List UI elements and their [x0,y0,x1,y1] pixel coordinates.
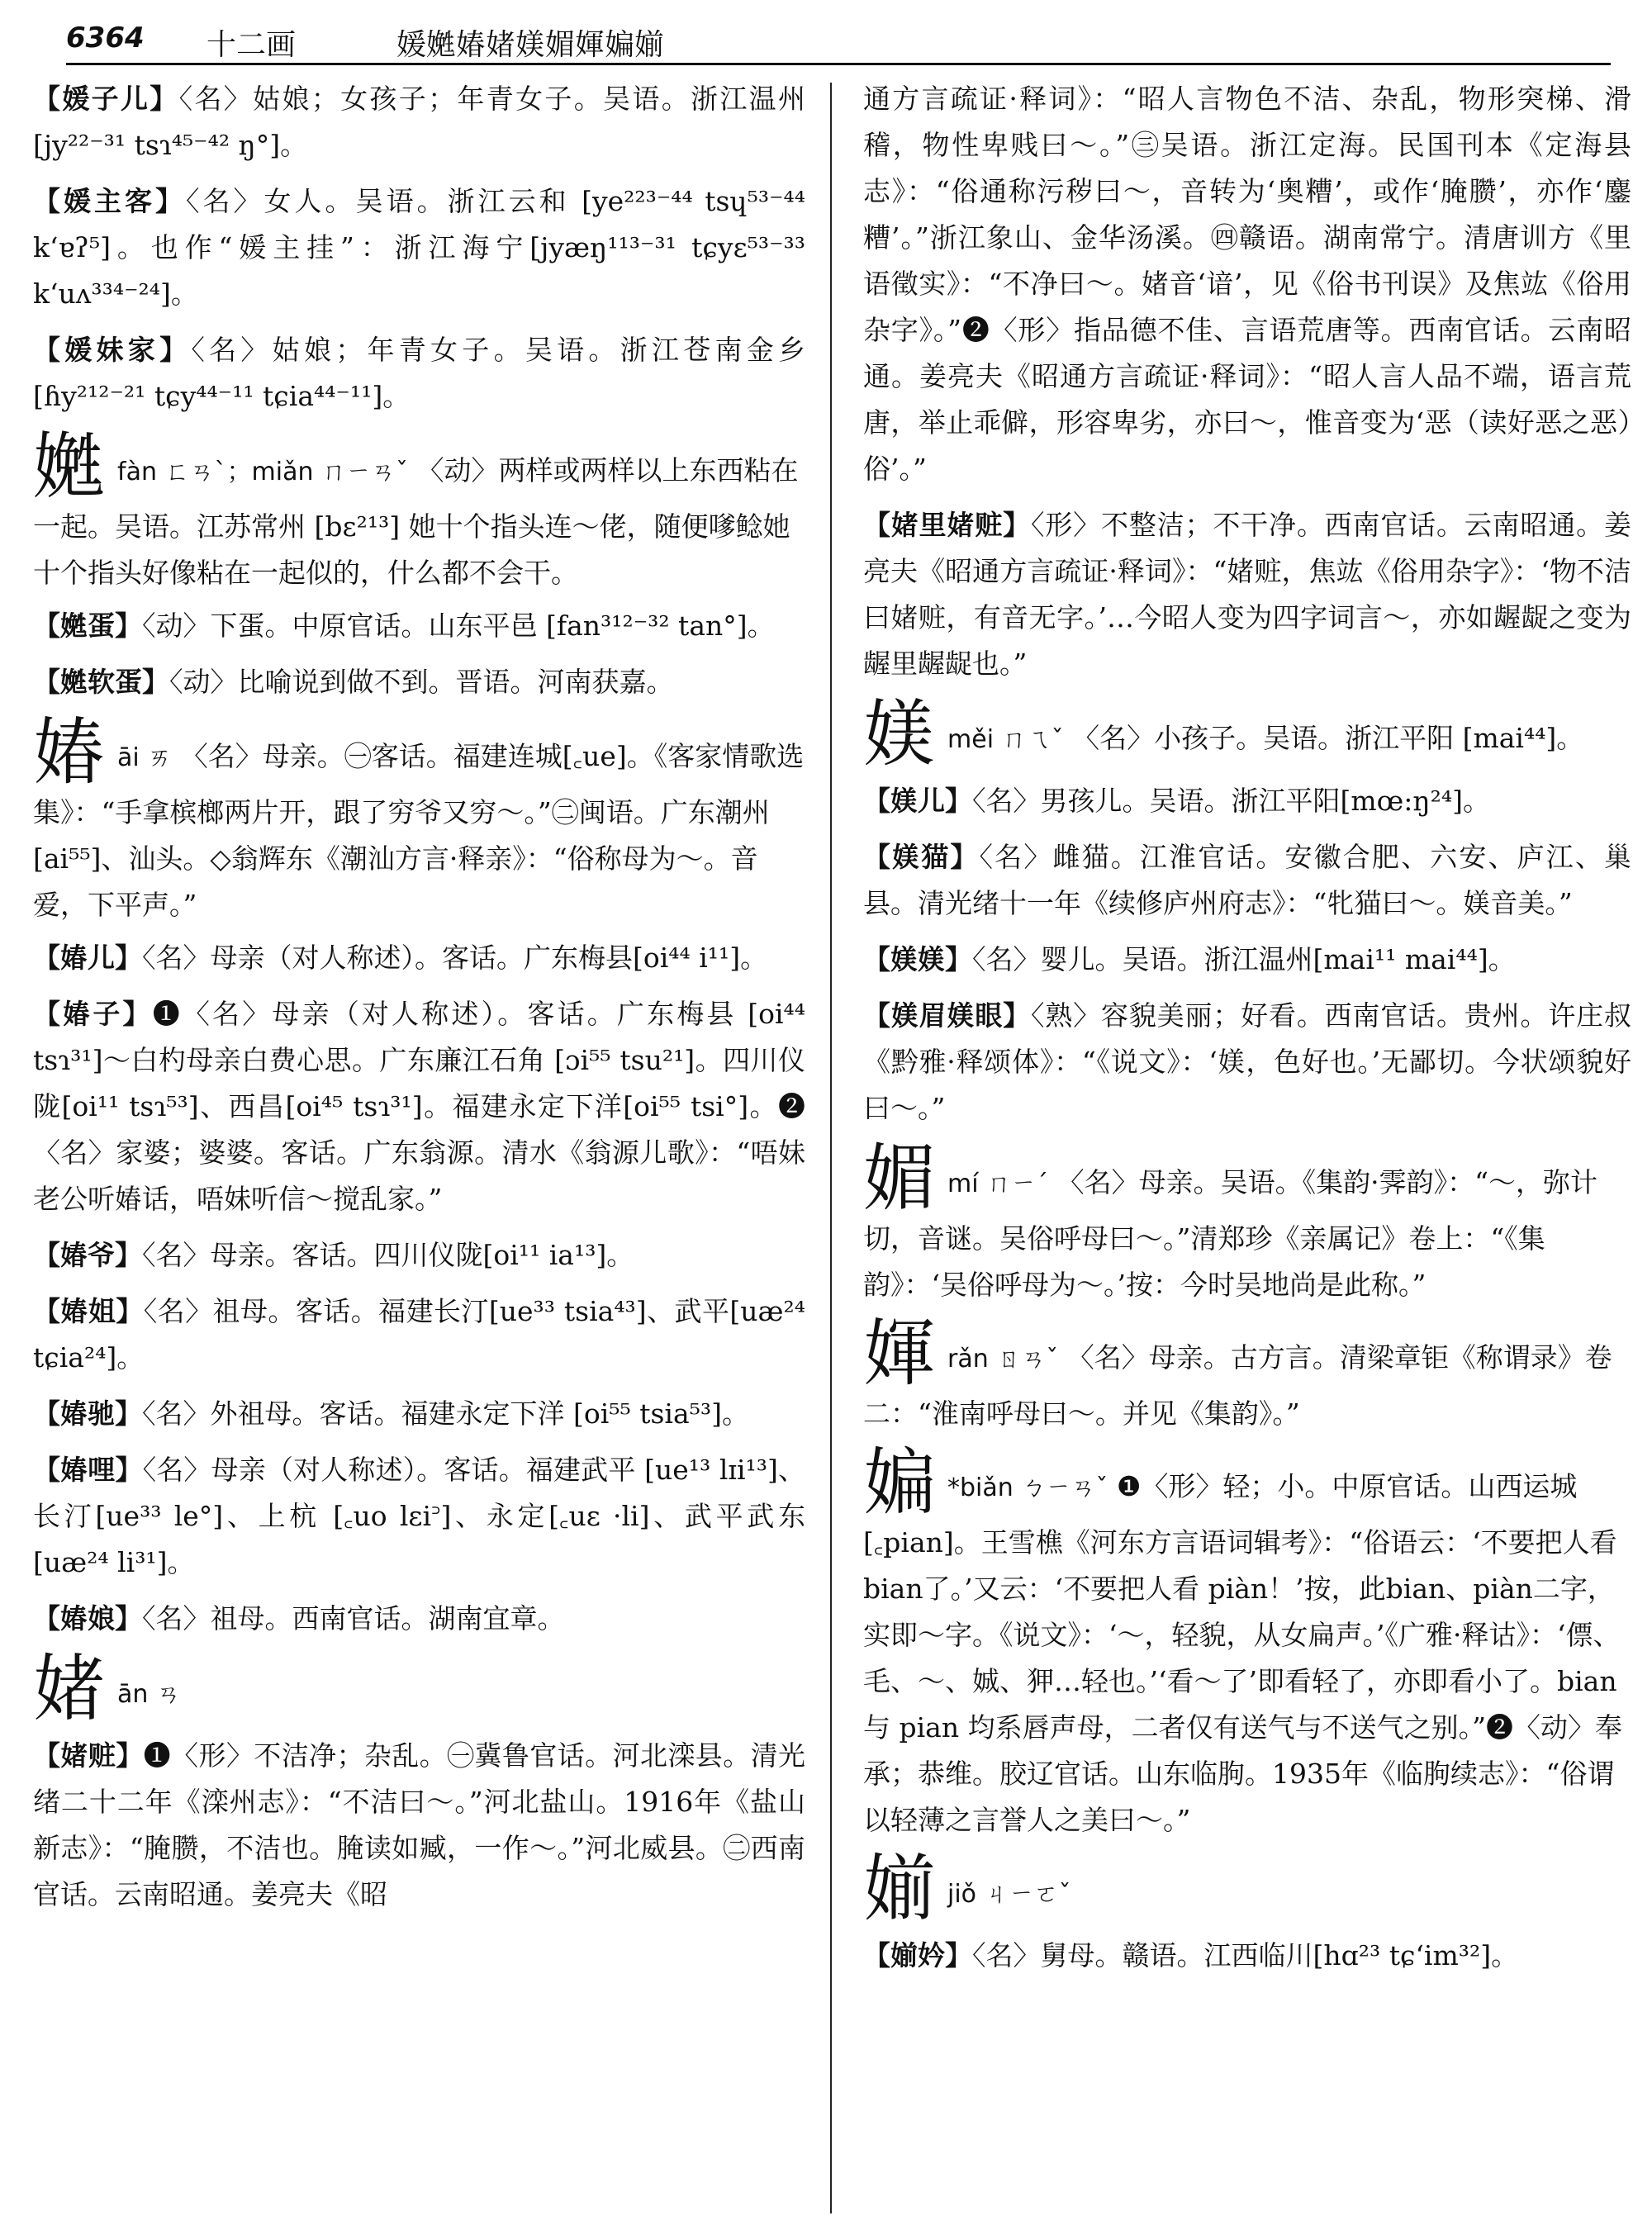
headword-char: 媥 [863,1440,937,1525]
headword-definition: 〈名〉小孩子。吴语。浙江平阳 [mai⁴⁴]。 [1072,722,1584,754]
entry-definition: 〈名〉姑娘；年青女子。吴语。浙江苍南金乡[ɦy²¹²⁻²¹ tɕy⁴⁴⁻¹¹ tɕia⁴⁴⁻¹¹]。 [33,334,805,412]
headword-entry [33,424,805,596]
header-characters: 媛嬎媋媎媄媚媈媥媊 [396,28,665,62]
entry-definition: 〈名〉婴儿。吴语。浙江温州[mai¹¹ mai⁴⁴]。 [972,943,1516,975]
entry-definition: 〈名〉女人。吴语。浙江云和 [ye²²³⁻⁴⁴ tsɥ⁵³⁻⁴⁴ kʻɐʔ⁵]。也作“媛主挂”：浙江海宁[jyæŋ¹¹³⁻³¹ tɕyɛ⁵³⁻³³ kʻuʌ³³⁴⁻²⁴]。 [33,185,805,310]
entry-definition: 〈名〉母亲（对人称述）。客话。福建武平 [ue¹³ lɪi¹³]、长汀[ue³³ le°]、上杭 [꜀uo lɛi꜄]、永定[꜀uɛ ·li]、武平武东[uæ²⁴ li³¹]。 [33,1454,805,1578]
dictionary-entry [33,1596,805,1642]
entry-lemma: 【嬎蛋】 [33,610,142,642]
headword-entry [33,709,805,928]
headword-pinyin: *biǎn ㄅㄧㄢˇ [947,1473,1108,1502]
dictionary-entry [863,502,1631,687]
headword-char: 媄 [863,691,937,776]
entry-lemma: 【媎里媎赃】 [863,509,1031,541]
right-column [863,76,1631,2215]
headword-definition: 〈名〉母亲。吴语。《集韵·霁韵》：“～，弥计切，音谜。吴俗呼母曰～。”清郑珍《亲属记》卷上：“《集韵》：‘吴俗呼母为～。’按：今时吴地尚是此称。” [863,1166,1597,1301]
entry-definition: ❶〈形〉不洁净；杂乱。㊀冀鲁官话。河北滦县。清光绪二十二年《滦州志》：“不洁曰～。”河北盐山。1916年《盐山新志》：“腌臜，不洁也。腌读如臧，一作～。”河北威县。㊁西南官话。云南昭通。姜亮夫《昭 [33,1739,805,1910]
headword-char: 媋 [33,709,107,795]
entry-lemma: 【媛子儿】 [33,83,179,115]
entry-lemma: 【媄媄】 [863,943,972,975]
entry-definition: 〈名〉外祖母。客话。福建永定下洋 [oi⁵⁵ tsia⁵³]。 [142,1397,749,1430]
headword-definition: 〈名〉母亲。古方言。清梁章钜《称谓录》卷二：“淮南呼母曰～。并见《集韵》。” [863,1341,1612,1430]
dictionary-entry [863,834,1631,927]
dictionary-entry [33,991,805,1222]
headword-entry [863,1846,1631,1931]
dictionary-entry [33,76,805,168]
entry-lemma: 【嬎软蛋】 [33,666,169,698]
entry-definition: 〈名〉母亲。客话。四川仪陇[oi¹¹ ia¹³]。 [142,1239,634,1271]
headword-entry [863,1440,1631,1843]
entry-definition: ❶〈名〉母亲（对人称述）。客话。广东梅县 [oi⁴⁴ tsɿ³¹]～白杓母亲白费心思。广东廉江石角 [ɔi⁵⁵ tsu²¹]。四川仪陇[oi¹¹ tsɿ⁵³]、西昌[oi⁴⁵ tsɿ³¹]。福建永定下洋[oi⁵⁵ tsi°]。❷〈名〉家婆；婆婆。客话。广东翁源。清水《翁源儿歌》：“唔妹老公听媋话，唔妹听信～搅乱家。” [33,998,805,1215]
entry-lemma: 【媄儿】 [863,785,972,817]
headword-pinyin: rǎn ㄖㄢˇ [947,1345,1059,1374]
entry-lemma: 【媋姐】 [33,1295,144,1327]
page-header [66,18,1611,65]
headword-entry [863,1136,1631,1308]
headword-pinyin: fàn ㄈㄢˋ；miǎn ㄇㄧㄢˇ [117,458,409,486]
headword-definition: 〈动〉两样或两样以上东西粘在一起。吴语。江苏常州 [bɛ²¹³] 她十个指头连～佬，随便嗲鲶她十个指头好像粘在一起似的，什么都不会干。 [33,454,799,589]
entry-lemma: 【媛妹家】 [33,334,192,366]
entry-lemma: 【媛主客】 [33,185,187,217]
headword-char: 媎 [33,1646,107,1731]
entry-definition: 〈名〉雌猫。江淮官话。安徽合肥、六安、庐江、巢县。清光绪十一年《续修庐州府志》：“牝猫曰～。媄音美。” [863,841,1631,919]
entry-definition: 〈熟〉容貌美丽；好看。西南官话。贵州。许庄叔《黔雅·释颂体》：“《说文》：‘媄，色好也。’无鄙切。今状颂貌好曰～。” [863,999,1631,1124]
entry-lemma: 【媋驰】 [33,1397,142,1430]
entry-definition: 〈名〉姑娘；女孩子；年青女子。吴语。浙江温州[jy²²⁻³¹ tsɿ⁴⁵⁻⁴² ŋ°]。 [33,83,805,161]
dictionary-entry [863,1933,1631,1979]
entry-definition: 〈形〉不整洁；不干净。西南官话。云南昭通。姜亮夫《昭通方言疏证·释词》：“媎赃，焦竑《俗用杂字》：‘物不洁曰媎赃，有音无字。’…今昭人变为四字词言～，亦如龌龊之变为龌里龌龊也。” [863,509,1631,680]
headword-char: 媚 [863,1136,937,1221]
headword-pinyin: ān ㄢ [117,1680,181,1709]
dictionary-entry [863,778,1631,824]
entry-definition: 通方言疏证·释词》：“昭人言物色不洁、杂乱，物形突梯、滑稽，物性卑贱曰～。”㊂吴语。浙江定海。民国刊本《定海县志》：“俗通称污秽曰～，音转为‘奥糟’，或作‘腌臜’，亦作‘鏖糟’。”浙江象山、金华汤溪。㊃赣语。湖南常宁。清唐训方《里语徵实》：“不净曰～。媎音‘谙’，见《俗书刊误》及焦竑《俗用杂字》。”❷〈形〉指品德不佳、言语荒唐等。西南官话。云南昭通。姜亮夫《昭通方言疏证·释词》：“昭人言人品不端，语言荒唐，举止乖僻，形容卑劣，亦曰～，惟音变为‘恶（读好恶之恶）俗’。” [863,83,1631,485]
entry-lemma: 【媋儿】 [33,942,142,974]
entry-definition: 〈名〉母亲（对人称述）。客话。广东梅县[oi⁴⁴ i¹¹]。 [142,942,768,974]
headword-definition: 〈名〉母亲。㊀客话。福建连城[꜀ue]。《客家情歌选集》：“手拿槟榔两片开，跟了穷爷又穷～。”㊁闽语。广东潮州[ai⁵⁵]、汕头。◇翁辉东《潮汕方言·释亲》：“俗称母为～。音爱，下平声。” [33,740,805,921]
entry-definition: 〈名〉男孩儿。吴语。浙江平阳[mœ:ŋ²⁴]。 [972,785,1490,817]
dictionary-entry [33,1288,805,1381]
dictionary-entry [863,76,1631,492]
dictionary-entry [33,1733,805,1918]
headword-pinyin: āi ㄞ [117,743,173,772]
dictionary-entry [33,327,805,420]
entry-lemma: 【媋子】 [33,998,153,1030]
column-divider [830,83,832,2213]
section-label: 十二画 [206,28,297,62]
entry-lemma: 【媎赃】 [33,1739,144,1772]
dictionary-entry [863,937,1631,983]
headword-char: 媈 [863,1311,937,1396]
headword-char: 媊 [863,1846,937,1931]
page-number: 6364 [66,21,145,55]
entry-definition: 〈动〉比喻说到做不到。晋语。河南获嘉。 [169,666,674,698]
entry-lemma: 【媋爷】 [33,1239,142,1271]
entry-definition: 〈动〉下蛋。中原官话。山东平邑 [fan³¹²⁻³² tan°]。 [142,610,775,642]
dictionary-entry [33,1447,805,1586]
entry-definition: 〈名〉祖母。西南官话。湖南宜章。 [142,1602,565,1635]
dictionary-entry [33,659,805,705]
left-column [33,76,805,2215]
headword-entry [863,1311,1631,1437]
entry-lemma: 【媄眉媄眼】 [863,999,1031,1032]
headword-char: 嬎 [33,424,107,509]
dictionary-entry [33,603,805,649]
entry-lemma: 【媄猫】 [863,841,980,873]
dictionary-entry [863,993,1631,1132]
headword-entry [33,1646,805,1731]
headword-definition: ❶〈形〉轻；小。中原官话。山西运城[꜀pian]。王雪樵《河东方言语词辑考》：“俗语云：‘不要把人看bian了。’又云：‘不要把人看 piàn！’按，此bian、piàn二字，实即～字。《说文》：‘～，轻貌，从女扁声。’《广雅·释诂》：‘僄、毛、～、娍、狎…轻也。’‘看～了’即看轻了，亦即看小了。bian与 pian 均系唇声母，二者仅有送气与不送气之别。”❷〈动〉奉承；恭维。胶辽官话。山东临朐。1935年《临朐续志》：“俗谓以轻薄之言誉人之美曰～。” [863,1470,1622,1836]
entry-definition: 〈名〉舅母。赣语。江西临川[hɑ²³ tɕʻim³²]。 [972,1939,1519,1971]
entry-lemma: 【媊妗】 [863,1939,972,1971]
dictionary-entry [33,178,805,317]
entry-definition: 〈名〉祖母。客话。福建长汀[ue³³ tsia⁴³]、武平[uæ²⁴ tɕia²⁴]。 [33,1295,805,1374]
entry-lemma: 【媋娘】 [33,1602,142,1635]
headword-pinyin: jiǒ ㄐㄧㄛˇ [947,1880,1071,1909]
dictionary-entry [33,935,805,981]
headword-entry [863,691,1631,776]
headword-pinyin: měi ㄇㄟˇ [947,725,1064,754]
dictionary-entry [33,1232,805,1279]
entry-lemma: 【媋哩】 [33,1454,143,1486]
dictionary-entry [33,1391,805,1437]
headword-pinyin: mí ㄇㄧˊ [947,1170,1049,1198]
